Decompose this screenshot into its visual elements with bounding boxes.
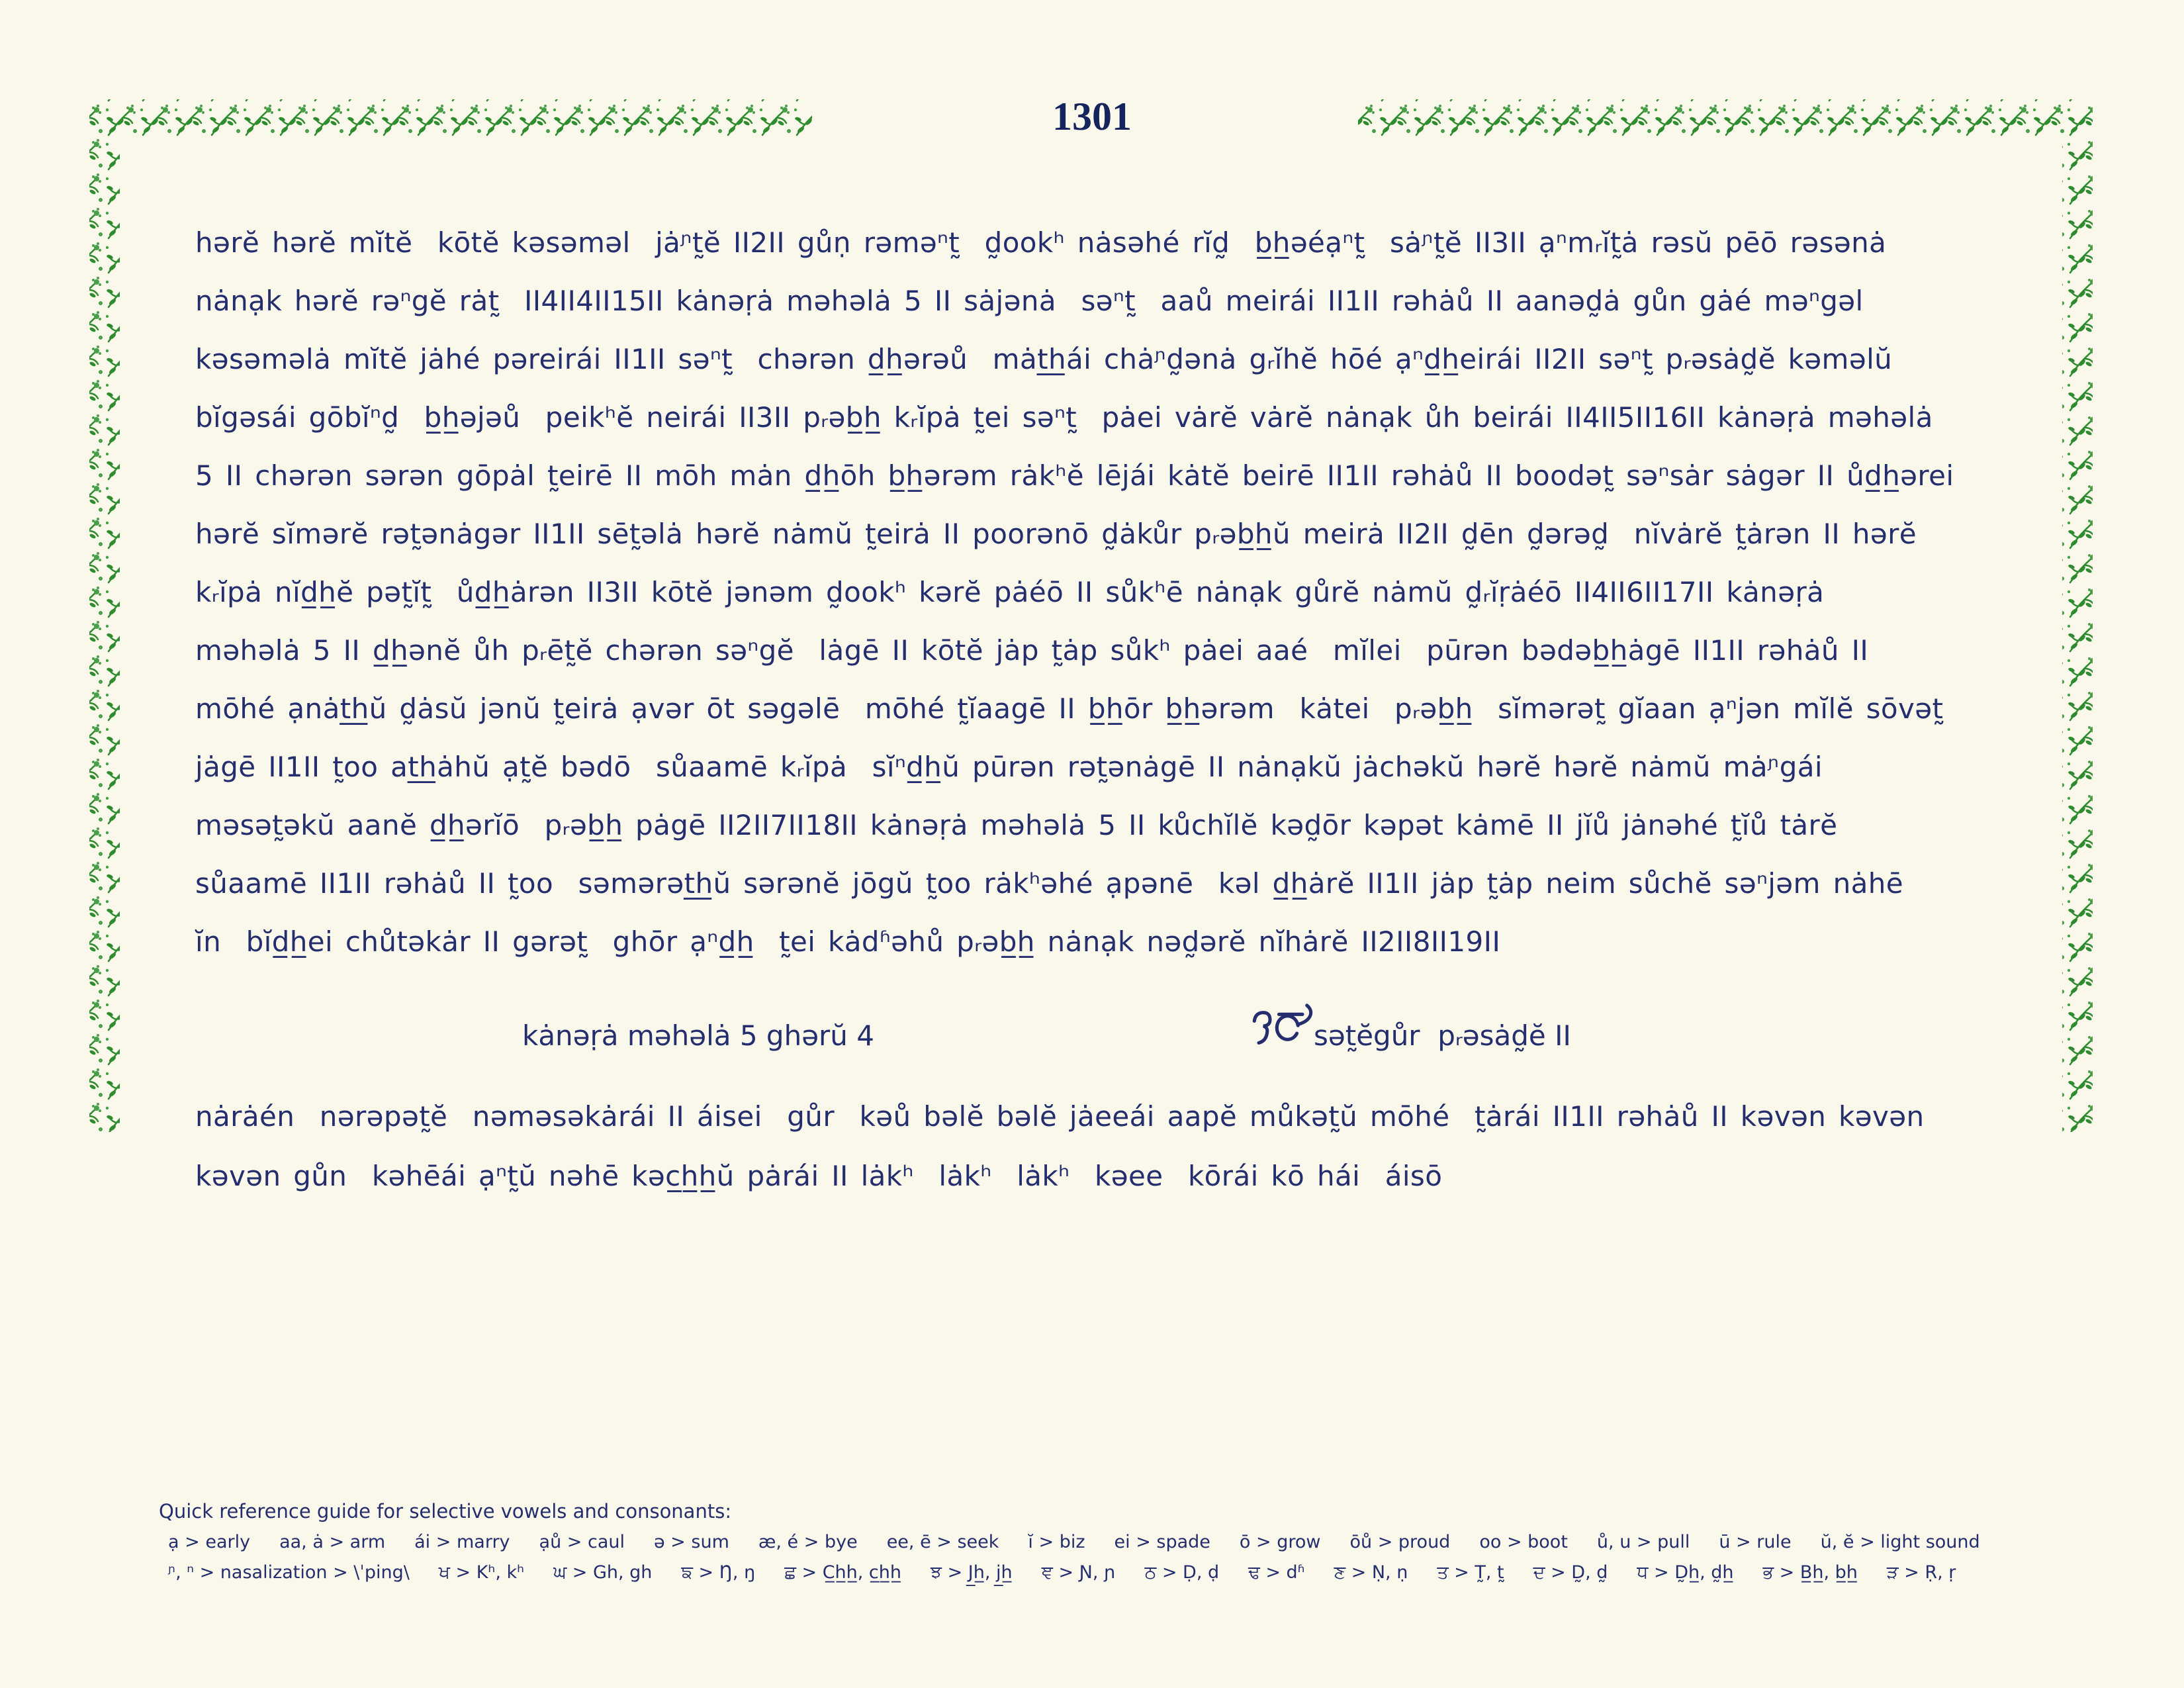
- consonant-guide-item: ਦ > D̰, d̰: [1533, 1562, 1608, 1583]
- border-right: [2062, 99, 2093, 1132]
- body-line-4: bĭgəsái gōbĭⁿd̰ b̲h̲əjəů peikʰĕ neirái II3II pᵣəb̲h̲ kᵣĭpȧ t̰ei səⁿt̰ pȧei vȧrĕ vȧrĕ nȧnạk ůh beirái II4II5II16II kȧnəṛȧ məhəlȧ: [195, 401, 1933, 434]
- vowel-guide-item: ạ > early: [168, 1532, 251, 1552]
- vowel-guide-item: ei > spade: [1114, 1532, 1210, 1552]
- consonant-guide-item: ਝ > J̲h̲, j̲h̲: [931, 1562, 1013, 1583]
- body-line-1: hərĕ hərĕ mĭtĕ kōtĕ kəsəməl jȧᶮt̰ĕ II2II gůṇ rəməⁿt̰ d̰ookʰ nȧsəhé rĭd̰ b̲h̲əéạⁿt̰ sȧᶮt̰ĕ II3II ạⁿmᵣĭt̰ȧ rəsŭ pēō rəsənȧ: [195, 226, 1887, 259]
- vowel-guide-item: ee, ē > seek: [886, 1532, 999, 1552]
- closing-line-2: kəvən gůn kəhēái ạⁿt̰ŭ nəhē kəc̲h̲h̲ŭ pȧrái II lȧkʰ lȧkʰ lȧkʰ kəee kōrái kō hái áisō: [195, 1160, 1443, 1192]
- consonant-guide-row: [168, 1562, 2078, 1583]
- vowel-guide-item: oo > boot: [1479, 1532, 1568, 1552]
- consonant-guide-item: ਤ > T̰, t̰: [1437, 1562, 1504, 1583]
- consonant-guide-item: ੜ > Ṛ, ṛ: [1886, 1562, 1956, 1583]
- vowel-guide-item: ái > marry: [414, 1532, 510, 1552]
- body-line-11: məsət̰əkŭ aanĕ d̲h̲ərĭō pᵣəb̲h̲ pȧgē II2II7II18II kȧnəṛȧ məhəlȧ 5 II kůchĭlĕ kəd̰ōr kəpət kȧmē II jĭů jȧnəhé t̰ĭů tȧrĕ: [195, 809, 1838, 841]
- consonant-guide-item: ᶮ, ⁿ > nasalization > \ˈping\: [168, 1562, 410, 1583]
- consonant-guide-item: ਧ > D̰h̲, d̰h̲: [1637, 1562, 1734, 1583]
- closing-line-1: nȧrȧén nərəpət̰ĕ nəməsəkȧrái II áisei gůr kəů bəlĕ bəlĕ jȧeeái aapĕ můkət̰ŭ mōhé t̰ȧrái II1II rəhȧů II kəvən kəvən: [195, 1100, 1925, 1133]
- pronunciation-guide-title: Quick reference guide for selective vowels and consonants:: [159, 1500, 732, 1523]
- consonant-guide-item: ਞ > Ɲ, ɲ: [1041, 1562, 1116, 1583]
- vowel-guide-item: ū > rule: [1719, 1532, 1792, 1552]
- body-line-12: sůaamē II1II rəhȧů II t̰oo səmərət̲h̲ŭ sərənĕ jōgŭ t̰oo rȧkʰəhé ạpənē kəl d̲h̲ȧrĕ II1II jȧp t̰ȧp neim sůchĕ səⁿjəm nȧhē: [195, 867, 1904, 900]
- ik-onkar-icon: [1244, 1000, 1317, 1060]
- section-header-invocation: sət̰ĕgůr pᵣəsȧd̰ĕ II: [1314, 1019, 1571, 1052]
- consonant-guide-item: ਭ > B̲h̲, b̲h̲: [1762, 1562, 1858, 1583]
- consonant-guide-item: ਘ > Gh, gh: [553, 1562, 653, 1583]
- consonant-guide-item: ਢ > dʱ: [1248, 1562, 1305, 1583]
- body-line-3: kəsəməlȧ mĭtĕ jȧhé pəreirái II1II səⁿt̰ chərən d̲h̲ərəů mȧt̲h̲ái chȧᶮd̰ənȧ gᵣĭhĕ hōé ạⁿd̲h̲eirái II2II səⁿt̰ pᵣəsȧd̰ĕ kəməlŭ: [195, 343, 1893, 375]
- body-line-9: mōhé ạnȧt̲h̲ŭ d̰ȧsŭ jənŭ t̰eirȧ ạvər ōt səgəlē mōhé t̰ĭaagē II b̲h̲ōr b̲h̲ərəm kȧtei pᵣəb̲h̲ sĭmərət̰ gĭaan ạⁿjən mĭlĕ sōvət̰: [195, 692, 1944, 725]
- vowel-guide-item: æ, é > bye: [758, 1532, 858, 1552]
- border-left: [89, 99, 120, 1132]
- body-line-7: kᵣĭpȧ nĭd̲h̲ĕ pət̰ĭt̰ ůd̲h̲ȧrən II3II kōtĕ jənəm d̰ookʰ kərĕ pȧéō II sůkʰē nȧnạk gůrĕ nȧmŭ d̰ᵣĭṛȧéō II4II6II17II kȧnəṛȧ: [195, 576, 1825, 608]
- border-top-left: [89, 99, 812, 136]
- vowel-guide-item: ạů > caul: [539, 1532, 625, 1552]
- vowel-guide-item: ə > sum: [653, 1532, 729, 1552]
- vowel-guide-item: ĭ > biz: [1028, 1532, 1085, 1552]
- section-header-title: kȧnəṛȧ məhəlȧ 5 ghərŭ 4: [522, 1019, 874, 1052]
- consonant-guide-item: ਖ > Kʰ, kʰ: [438, 1562, 525, 1583]
- border-top-right: [1358, 99, 2093, 136]
- body-line-6: hərĕ sĭmərĕ rət̰ənȧgər II1II sēt̰əlȧ hərĕ nȧmŭ t̰eirȧ II poorənō d̰ȧkůr pᵣəb̲h̲ŭ meirȧ II2II d̰ēn d̰ərəd̰ nĭvȧrĕ t̰ȧrən II hərĕ: [195, 518, 1917, 550]
- vowel-guide-row: [168, 1532, 2078, 1553]
- consonant-guide-item: ਙ > Ŋ, ŋ: [681, 1562, 756, 1583]
- page-number: 1301: [1052, 95, 1132, 138]
- consonant-guide-item: ਣ > Ṇ, ṇ: [1334, 1562, 1408, 1583]
- body-line-13: ĭn bĭd̲h̲ei chůtəkȧr II gərət̰ ghōr ạⁿd̲h̲ t̰ei kȧdʱəhů pᵣəb̲h̲ nȧnạk nəd̰ərĕ nĭhȧrĕ II2II8II19II: [195, 925, 1501, 958]
- vowel-guide-item: ō > grow: [1239, 1532, 1321, 1552]
- body-line-2: nȧnạk hərĕ rəⁿgĕ rȧt̰ II4II4II15II kȧnəṛȧ məhəlȧ 5 II sȧjənȧ səⁿt̰ aaů meirái II1II rəhȧů II aanəd̰ȧ gůn gȧé məⁿgəl: [195, 285, 1864, 317]
- body-line-5: 5 II chərən sərən gōpȧl t̰eirē II mōh mȧn d̲h̲ōh b̲h̲ərəm rȧkʰĕ lējái kȧtĕ beirē II1II rəhȧů II boodət̰ səⁿsȧr sȧgər II ůd̲h̲ərei: [195, 459, 1954, 492]
- vowel-guide-item: ōů > proud: [1349, 1532, 1451, 1552]
- consonant-guide-item: ਠ > Ḍ, ḍ: [1144, 1562, 1220, 1583]
- body-line-10: jȧgē II1II t̰oo at̲h̲ȧhŭ ạt̰ĕ bədō sůaamē kᵣĭpȧ sĭⁿd̲h̲ŭ pūrən rət̰ənȧgē II nȧnạkŭ jȧchəkŭ hərĕ hərĕ nȧmŭ mȧᶮgái: [195, 751, 1823, 783]
- vowel-guide-item: aa, ȧ > arm: [279, 1532, 386, 1552]
- pronunciation-guide: [159, 1500, 2078, 1583]
- body-line-8: məhəlȧ 5 II d̲h̲ənĕ ůh pᵣēt̰ĕ chərən səⁿgĕ lȧgē II kōtĕ jȧp t̰ȧp sůkʰ pȧei aaé mĭlei pūrən bədəb̲h̲ȧgē II1II rəhȧů II: [195, 634, 1869, 667]
- vowel-guide-item: ů, u > pull: [1596, 1532, 1690, 1552]
- consonant-guide-item: ਛ > C̲h̲h̲, c̲h̲h̲: [784, 1562, 901, 1583]
- vowel-guide-item: ŭ, ĕ > light sound: [1820, 1532, 1980, 1552]
